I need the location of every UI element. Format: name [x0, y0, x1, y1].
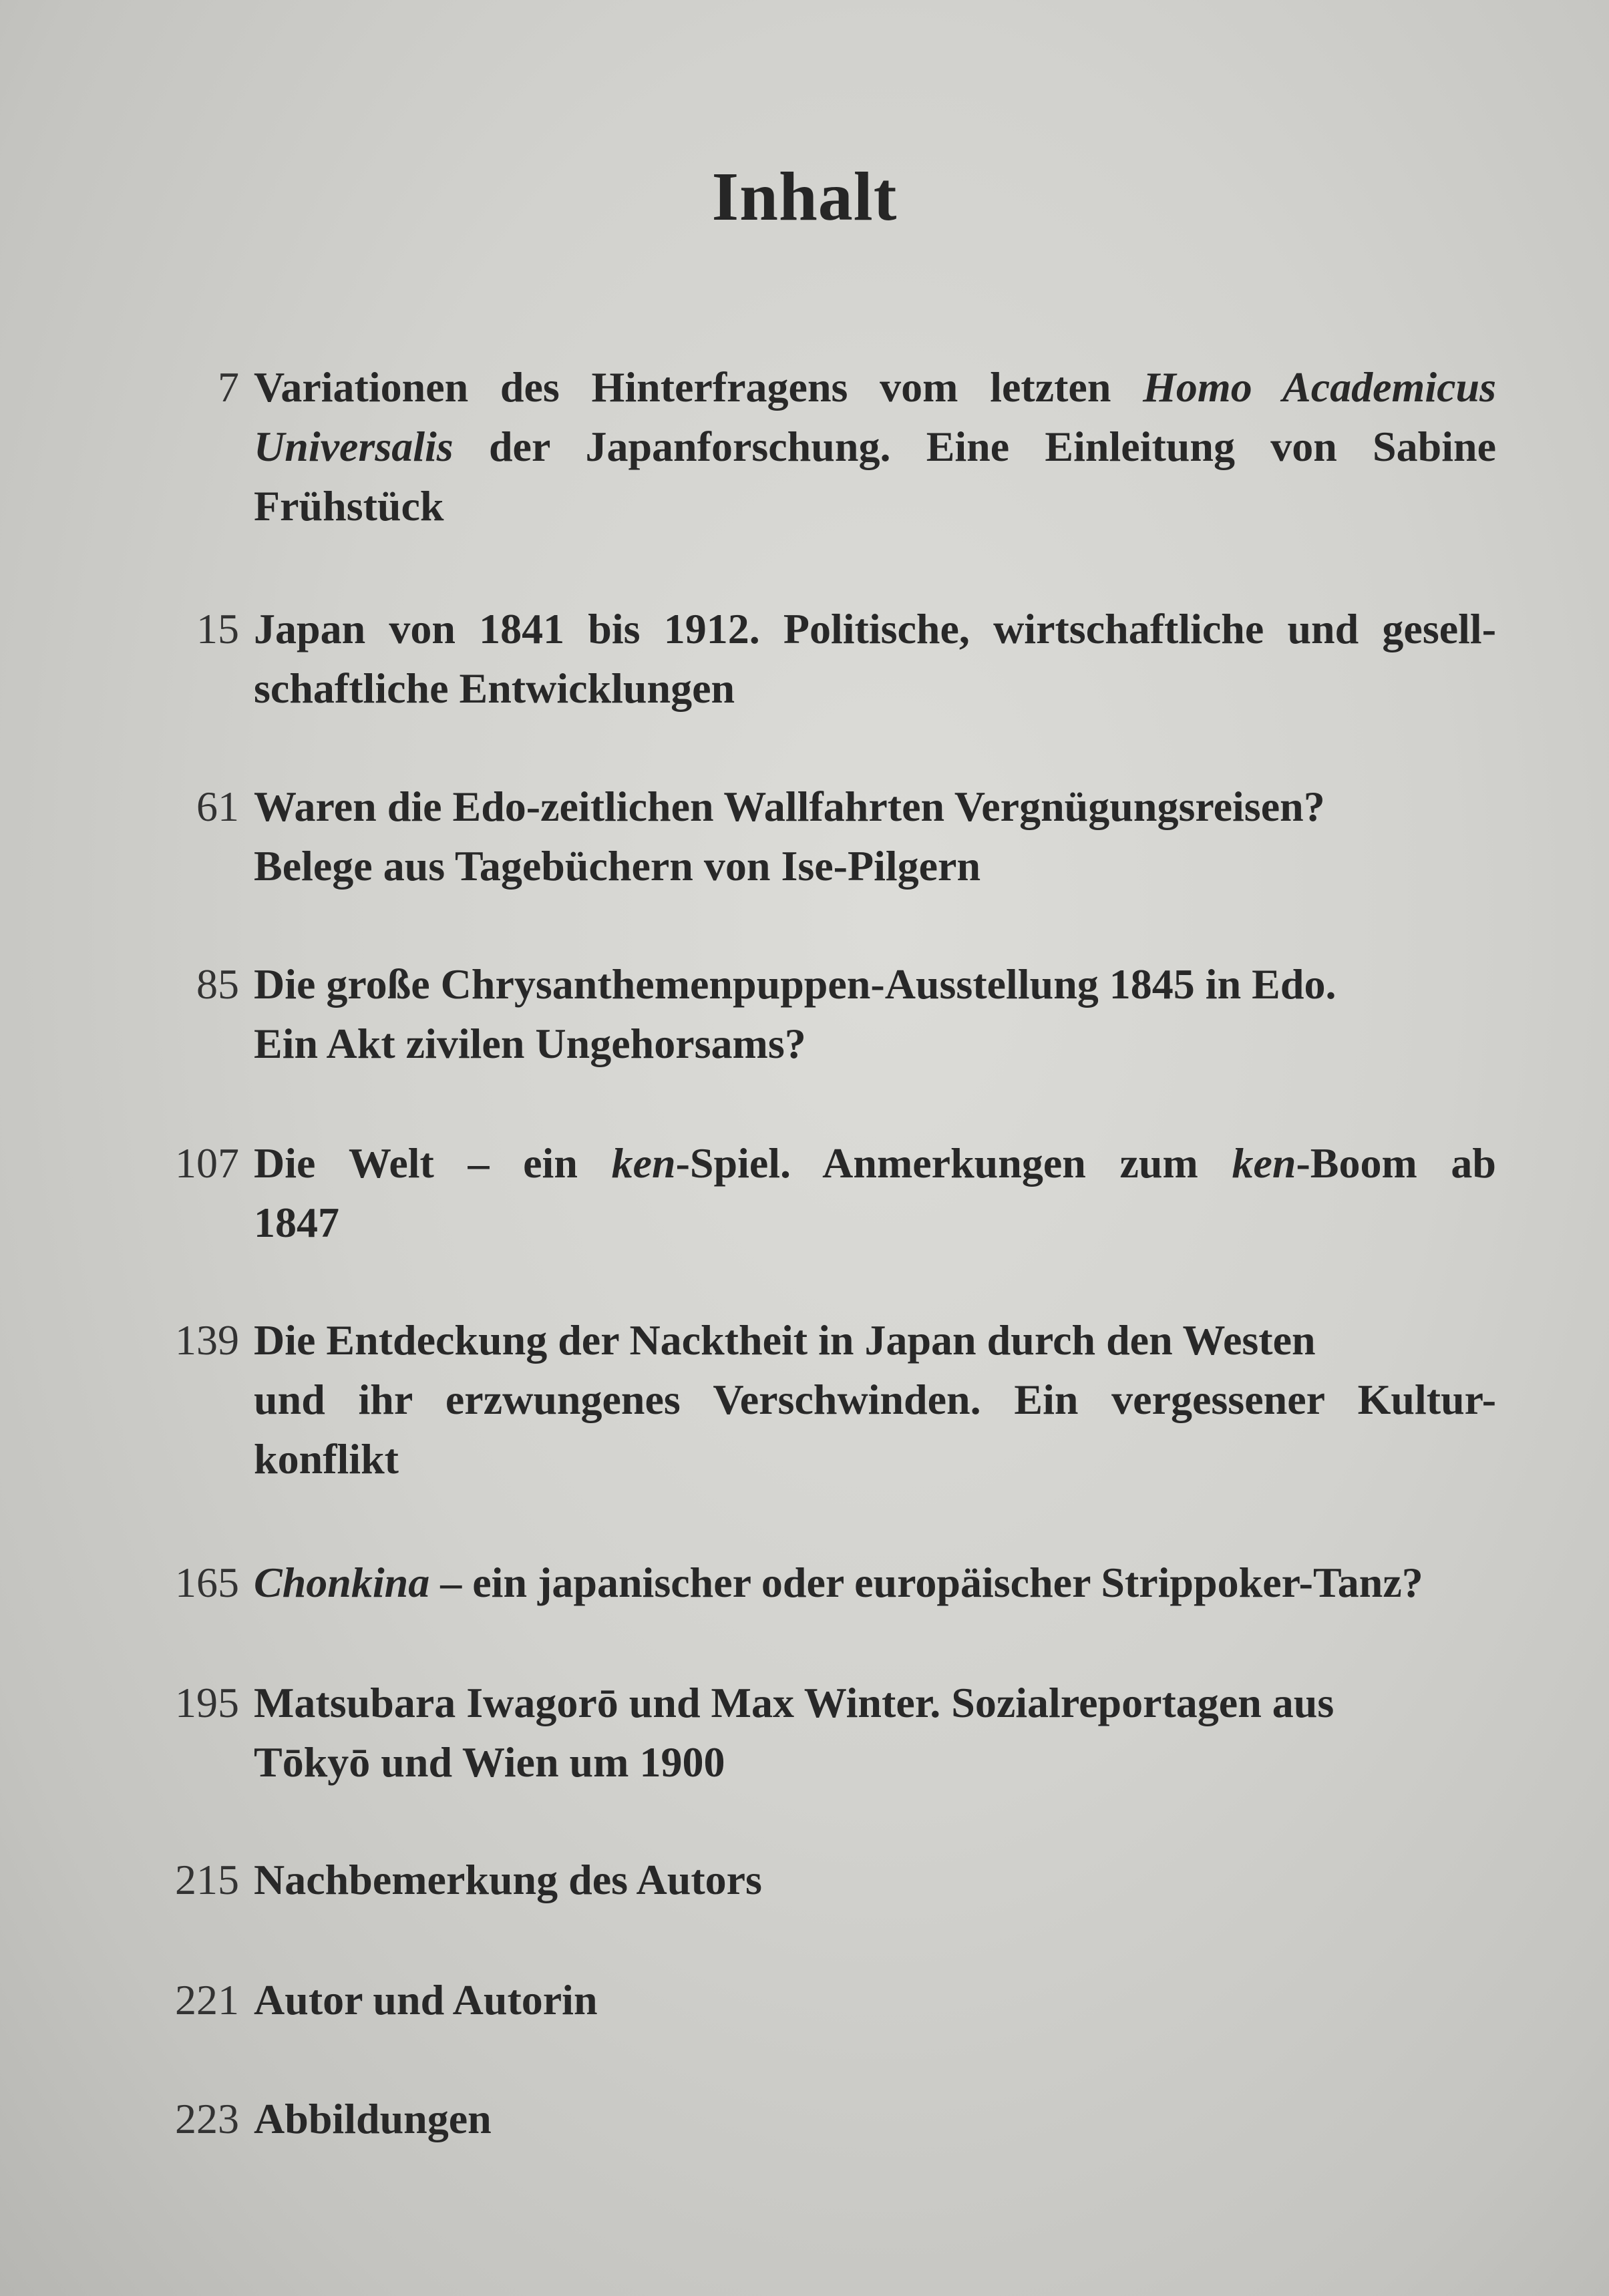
- toc-entry-line: Matsubara Iwagorō und Max Winter. Sozialreportagen aus: [254, 1679, 1334, 1726]
- toc-entry-line: Autor und Autorin: [254, 1976, 598, 2024]
- toc-entry-line: konflikt: [254, 1435, 399, 1483]
- toc-page-number: 223: [175, 2095, 239, 2142]
- toc-entry-line: Universalis der Japanforschung. Eine Einleitung von Sabine: [254, 423, 1496, 470]
- toc-page-number: 7: [218, 363, 239, 411]
- toc-entry-line: Chonkina – ein japanischer oder europäischer Strippoker-Tanz?: [254, 1559, 1423, 1606]
- toc-entry-title: [254, 1133, 1496, 1252]
- toc-entry-title: [254, 357, 1496, 536]
- toc-page-number: 139: [175, 1316, 239, 1364]
- toc-entry-line: Die Entdeckung der Nacktheit in Japan durch den Westen: [254, 1316, 1316, 1364]
- toc-page-number: 107: [175, 1139, 239, 1187]
- toc-entry-title: [254, 777, 1496, 896]
- toc-entry-line: Frühstück: [254, 482, 444, 530]
- toc-entry-line: Belege aus Tagebüchern von Ise-Pilgern: [254, 842, 981, 890]
- toc-entry-line: Nachbemerkung des Autors: [254, 1856, 762, 1903]
- toc-page-number: 195: [175, 1679, 239, 1726]
- toc-entry-line: und ihr erzwungenes Verschwinden. Ein vergessener Kultur-: [254, 1376, 1496, 1423]
- page-title: Inhalt: [711, 158, 898, 235]
- toc-page-number: 15: [196, 605, 239, 652]
- toc-entry-title: [254, 1310, 1496, 1489]
- toc-entry-line: Waren die Edo-zeitlichen Wallfahrten Vergnügungsreisen?: [254, 783, 1325, 830]
- toc-entry-line: Tōkyō und Wien um 1900: [254, 1738, 725, 1786]
- toc-entry-title: [254, 599, 1496, 718]
- toc-entry-line: Ein Akt zivilen Ungehorsams?: [254, 1020, 806, 1067]
- toc-entry-title: [254, 1850, 1496, 1909]
- toc-entry-title: [254, 1673, 1496, 1792]
- toc-entry-line: Variationen des Hinterfragens vom letzten Homo Academicus: [254, 363, 1497, 411]
- toc-entry-line: Abbildungen: [254, 2095, 492, 2142]
- toc-page-number: 61: [196, 783, 239, 830]
- toc-entry-line: schaftliche Entwicklungen: [254, 664, 735, 712]
- toc-page-number: 85: [196, 960, 239, 1008]
- toc-page-number: 165: [175, 1559, 239, 1606]
- toc-entry-title: [254, 954, 1496, 1073]
- toc-entry-title: [254, 1970, 1496, 2030]
- toc-entry-line: Die Welt – ein ken-Spiel. Anmerkungen zum ken-Boom ab: [254, 1139, 1496, 1187]
- toc-entry-title: [254, 2089, 1496, 2148]
- toc-entry-title: [254, 1553, 1496, 1612]
- toc-page-number: 215: [175, 1856, 239, 1903]
- toc-entry-line: Japan von 1841 bis 1912. Politische, wirtschaftliche und gesell-: [254, 605, 1496, 652]
- toc-page-number: 221: [175, 1976, 239, 2024]
- toc-entry-line: 1847: [254, 1199, 339, 1246]
- toc-entry-line: Die große Chrysanthemenpuppen-Ausstellung 1845 in Edo.: [254, 960, 1336, 1008]
